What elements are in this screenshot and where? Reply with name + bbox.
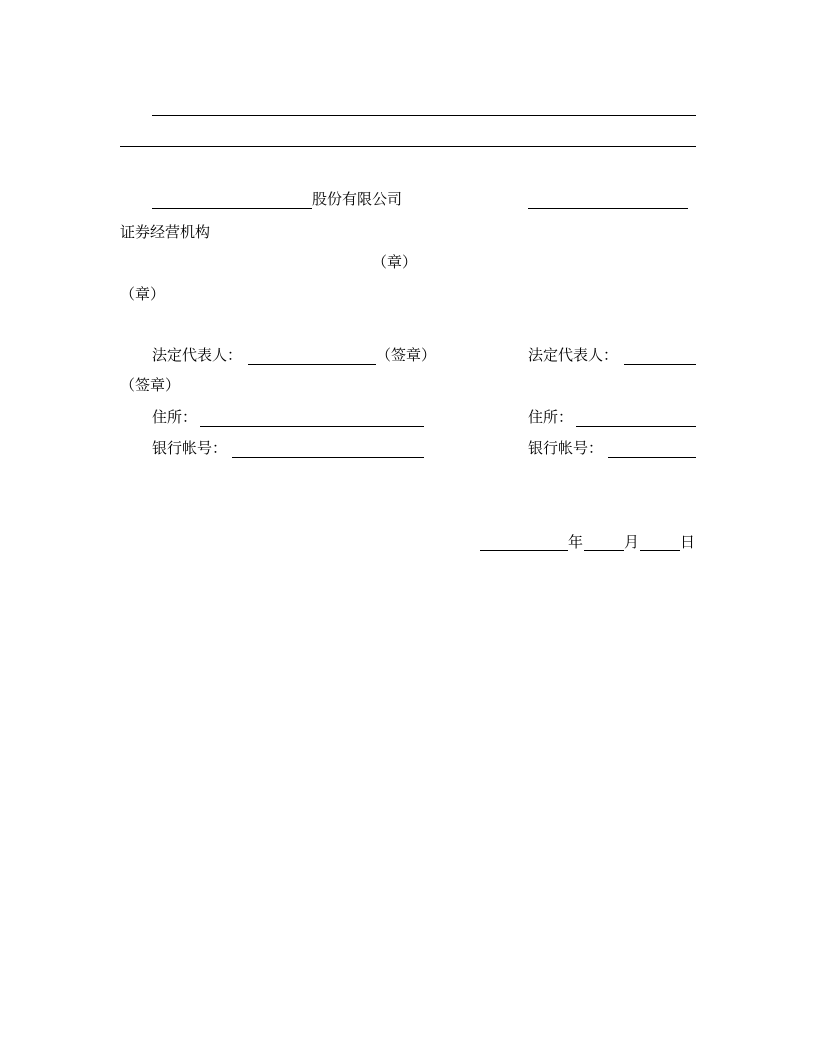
institution-label: 证券经营机构 — [120, 223, 211, 241]
month-label: 月 — [624, 533, 640, 551]
right-legal-rep-label: 法定代表人： — [528, 346, 619, 364]
left-legal-rep-blank — [248, 364, 376, 365]
right-sign-seal-label: （签章） — [120, 376, 181, 394]
top-rule-1 — [152, 115, 696, 116]
left-bank-account-blank — [232, 457, 424, 458]
day-label: 日 — [680, 533, 696, 551]
left-address-blank — [200, 426, 424, 427]
company-name-blank — [152, 208, 312, 209]
left-bank-account-label: 银行帐号： — [152, 439, 228, 457]
institution-name-blank — [528, 208, 688, 209]
left-legal-rep-label: 法定代表人： — [152, 346, 243, 364]
right-seal-label: （章） — [120, 285, 166, 303]
right-address-label: 住所： — [528, 408, 574, 426]
left-sign-seal-label: （签章） — [376, 346, 437, 364]
day-blank — [640, 550, 680, 551]
right-bank-account-blank — [608, 457, 696, 458]
company-suffix-label: 股份有限公司 — [312, 190, 403, 208]
right-legal-rep-blank — [624, 364, 696, 365]
top-rule-2 — [120, 146, 696, 147]
year-label: 年 — [568, 533, 584, 551]
left-address-label: 住所： — [152, 408, 198, 426]
year-blank — [480, 550, 568, 551]
right-bank-account-label: 银行帐号： — [528, 439, 604, 457]
month-blank — [584, 550, 624, 551]
left-seal-label: （章） — [372, 253, 418, 271]
right-address-blank — [576, 426, 696, 427]
